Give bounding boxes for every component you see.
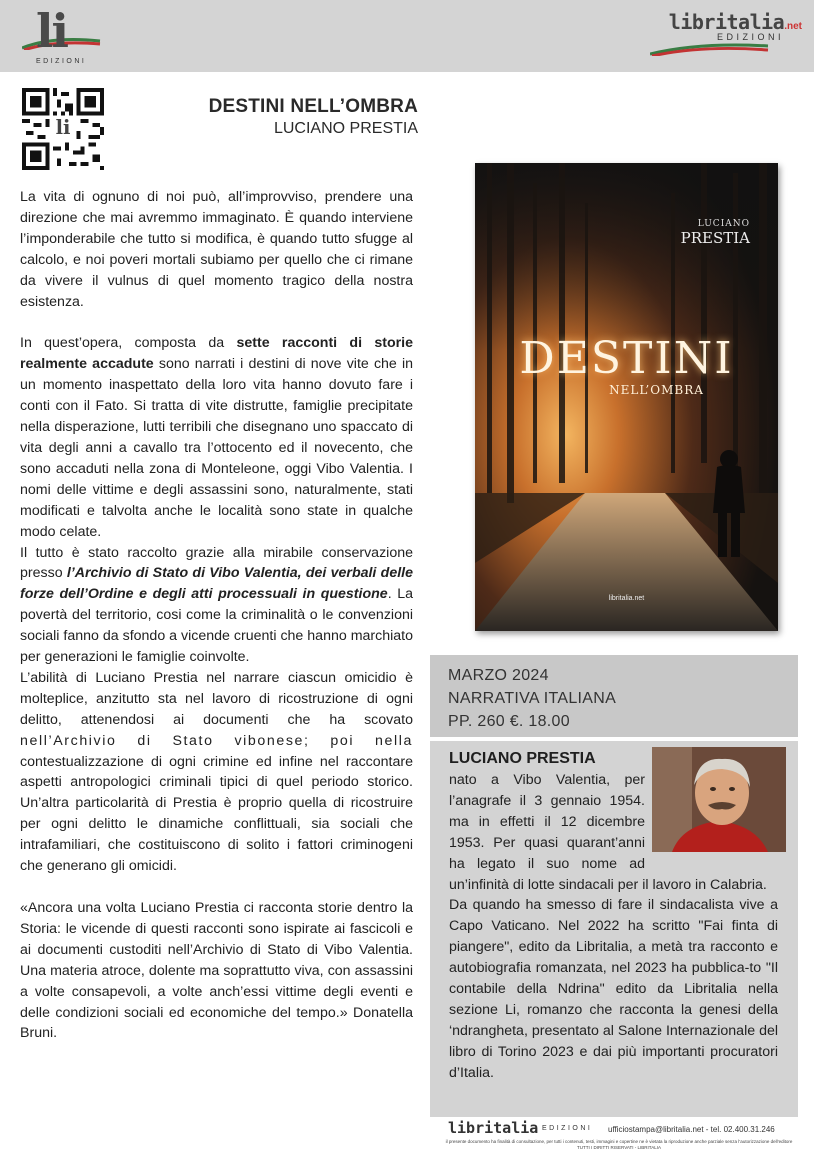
publication-info	[430, 655, 798, 737]
synopsis-paragraph: L’abilità di Luciano Prestia nel narrare ciascun omicidio è molteplice, anzitutto sta nel lavoro di ricostruzione di ogni delitto, attenendosi ai documenti che ha scovato nell’Archivio di Stato vibonese; poi nella contestualizzazione di ogni crimine ed infine nel raccontare aspetti antropologici criminali tipici di quel periodo storico. Un’altra particolarità di Prestia è proprio quella di ricostruire per ogni delitto le dinamiche conflittuali, sia sociali che intrafamiliari, che costituiscono di solito i fattori criminogeni che generano gli omicidi.	[20, 669, 413, 875]
bio-line: ha legato il suo nome ad	[449, 855, 645, 872]
footer-contact: ufficiostampa@libritalia.net - tel. 02.400.31.246	[608, 1125, 775, 1134]
footer	[430, 1117, 798, 1163]
synopsis-paragraph: La vita di ognuno di noi può, all’improvviso, prendere una direzione che mai avremmo immaginato. È quando interviene l’imponderabile che tutto si modifica, è quando tutto sfugge al calcolo, e noi poveri mortali subiamo per quello che ci rimane da vivere il vulnus di quel momento tragico della nostra esistenza.	[20, 189, 413, 310]
bio-paragraph: un’infinità di lotte sindacali per il lavoro in Calabria.	[449, 876, 767, 893]
book-heading	[209, 96, 418, 138]
bold-phrase: sette racconti di storie realmente accadute	[20, 335, 413, 373]
cover-author-first: LUCIANO	[697, 219, 750, 229]
synopsis	[20, 187, 413, 1044]
logo-li-sub: EDIZIONI	[36, 58, 87, 65]
svg-text:li: li	[55, 116, 71, 140]
pub-genre: NARRATIVA ITALIANA	[448, 690, 617, 707]
logo-li-mark: li	[36, 4, 67, 58]
cover-publisher: libritalia.net	[608, 595, 645, 602]
book-author: LUCIANO PRESTIA	[273, 120, 418, 137]
book-cover	[475, 163, 778, 631]
synopsis-paragraph: Il tutto è stato raccolto grazie alla mirabile conservazione presso l’Archivio di Stato di Vibo Valentia, dei verbali delle forze dell’Ordine e degli atti processuali in questione. La povertà del territorio, cosi come la criminalità o le convenzioni sociali fanno da sfondo a vicende cruenti che hanno marchiato per generazioni le famiglie coinvolte.	[20, 544, 413, 666]
author-bio-text	[449, 770, 778, 1084]
footer-legal: il presente documento ha finalità di consultazione, per tutti i contenuti, testi, immagini e copertine ne è vietata la riproduzione anche parziale senza l’autorizzazione dell’editore TUTTI I DIRITTI RISERVATI - LIBRITALIA	[445, 1139, 793, 1150]
footer-edizioni: EDIZIONI	[542, 1125, 593, 1132]
review-quote: «Ancora una volta Luciano Prestia ci racconta storie dentro la Storia: le vicende di questi racconti sono ispirate ai fascicoli e ai documenti custoditi nell’Archivio di Stato di Vibo Valentia. Una materia atroce, dolente ma soprattutto viva, con assassini a volte consapevoli, a volte anch’essi vittime degli eventi e delle condizioni sociali ed economiche del tempo.» Donatella Bruni.	[20, 900, 413, 1042]
cover-title-sub: NELL’OMBRA	[609, 383, 704, 397]
bold-italic-phrase: l’Archivio di Stato di Vibo Valentia, dei verbali delle forze dell’Ordine e degli atti processuali in questione	[20, 565, 413, 603]
bio-line: l’anagrafe il 3 gennaio 1954.	[449, 792, 645, 809]
author-name: LUCIANO PRESTIA	[449, 750, 596, 767]
pub-pages-price: PP. 260 €. 18.00	[448, 713, 570, 730]
bio-line: ma in effetti il 12 dicembre	[449, 813, 645, 830]
bio-line: nato a Vibo Valentia, per	[449, 772, 645, 788]
footer-brand: libritalia	[448, 1119, 539, 1137]
li-edizioni-logo	[22, 4, 104, 66]
bio-line: 1953. Per quasi quarant’anni	[449, 834, 645, 851]
header-bar	[0, 0, 814, 72]
bio-paragraph: Da quando ha smesso di fare il sindacalista vive a Capo Vaticano. Nel 2022 ha scritto "Fai finta di piangere", edito da Libritalia, a metà tra racconto e autobiografia romanzata, nel 2023 ha pubblica-to "Il contabile della Ndrina" edito da Libritalia nella sezione Li, romanzo che racconta la genesi della ‘ndrangheta, presentato al Salone Internazionale del libro di Torino 2023 e dai più importanti procuratori d’Italia.	[449, 897, 778, 1081]
author-bio-box	[430, 741, 798, 1117]
logo-lib-name: libritalia	[668, 10, 785, 34]
pub-date: MARZO 2024	[448, 667, 549, 684]
cover-author-last: PRESTIA	[680, 229, 750, 247]
logo-swoosh	[650, 42, 770, 56]
qr-code-icon	[22, 88, 104, 170]
cover-title-main: DESTINI	[519, 333, 734, 384]
book-title: DESTINI NELL’OMBRA	[208, 96, 418, 117]
libritalia-logo	[642, 10, 802, 66]
logo-lib-net: .net	[784, 21, 802, 32]
logo-lib-sub: EDIZIONI	[716, 32, 784, 42]
synopsis-paragraph: In quest’opera, composta da sette racconti di storie realmente accadute sono narrati i destini di nove vite che in un momento inaspettato della loro vita hanno dovuto fare i conti con il Fato. Si tratta di vite distrutte, famiglie precipitate nella disperazione, lutti terribili che disegnano uno spaccato di vita degli anni a cavallo tra l’ottocento ed il novecento, che sono accaduti nella zona di Monteleone, oggi Vibo Valentia. I nomi delle vittime e degli assassini sono, naturalmente, stati modificati e talvolta anche le località sono state in qualche modo celate.	[20, 335, 414, 540]
